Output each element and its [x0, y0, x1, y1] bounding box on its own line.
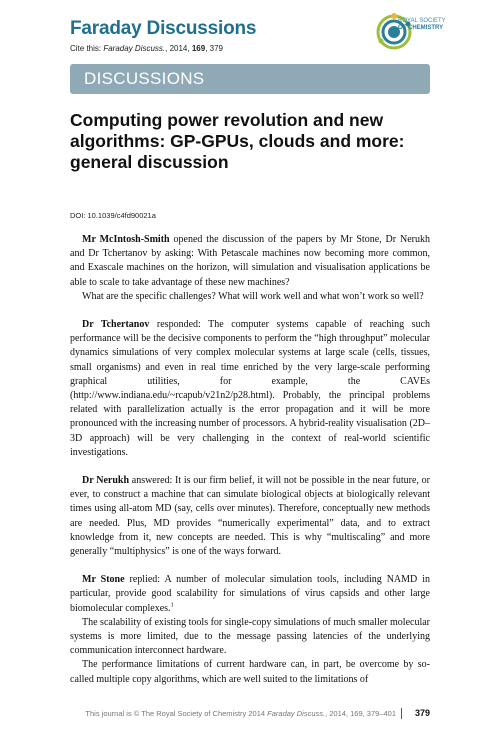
paragraph — [70, 233, 430, 290]
cite-pages: , 379 — [205, 44, 223, 53]
footer-divider — [401, 708, 402, 719]
paragraph-text: responded: The computer systems capable of reaching such performance will be the decisive components to perform the “high throughput” molecular dynamics simulations of very complex molecular systems at large scale (cells, tissues, small organisms) and even in real time enriched by the very large-scale performing graphical utilities, for example, the CAVEs (http://www.indiana.edu/~rcapub/v21n2/p28.html). Probably, the principal problems related with parallelization actually is the error propagation and it will be more pronounced with the increasing number of processors. A hybrid-reality visualisation (2D–3D approach) will be very challenging in the context of real-world scientific investigations. — [70, 319, 431, 458]
rsc-logo-icon — [372, 10, 442, 54]
page-footer — [70, 708, 430, 720]
rsc-logo-line-1: ROYAL SOCIETY — [398, 18, 446, 24]
speaker-name: Dr Nerukh — [82, 475, 130, 487]
citation-line — [70, 44, 223, 53]
section-banner-label: DISCUSSIONS — [84, 69, 205, 88]
paragraph-text: replied: A number of molecular simulation tools, including NAMD in particular, provide good scalability for simulations of virus capsids and other large biomolecular complexes. — [70, 574, 431, 614]
footer-citation: , 2014, 169, 379–401 — [325, 709, 396, 718]
speaker-name: Dr Tchertanov — [82, 319, 150, 331]
article-body — [70, 233, 430, 687]
paragraph-text: The performance limitations of current hardware can, in part, be overcome by so-called multiple copy algorithms, which are well suited to the limitations of — [70, 659, 430, 685]
paragraph-text: What are the specific challenges? What will work well and what won’t work so well? — [82, 290, 424, 302]
rsc-logo-line-2: OF CHEMISTRY — [398, 25, 444, 31]
rsc-logo-text — [398, 18, 458, 32]
article-doi: DOI: 10.1039/c4fd90021a — [70, 211, 156, 220]
section-banner — [70, 64, 430, 94]
cite-prefix: Cite this: — [70, 44, 104, 53]
article-title: Computing power revolution and new algorithms: GP-GPUs, clouds and more: general discussion — [70, 110, 405, 172]
cite-journal: Faraday Discuss. — [103, 44, 166, 53]
paragraph — [70, 290, 430, 304]
footer-copyright: This journal is © The Royal Society of Chemistry 2014 — [85, 709, 266, 718]
paragraph — [70, 573, 430, 616]
paragraph — [70, 474, 430, 559]
paragraph — [70, 658, 430, 686]
paragraph-text: The scalability of existing tools for single-copy simulations of much smaller molecular systems is more limited, due to the message passing latencies of the underlying communication interconnect hardware. — [70, 616, 430, 657]
speaker-name: Mr Stone — [82, 574, 125, 586]
page-number: 379 — [414, 708, 430, 718]
footnote-marker[interactable]: 1 — [170, 601, 174, 609]
paragraph — [70, 318, 430, 460]
cite-volume: 169 — [191, 44, 206, 53]
speaker-name: Mr McIntosh-Smith — [82, 234, 170, 245]
footer-text — [85, 709, 396, 718]
footer-journal: Faraday Discuss. — [267, 709, 326, 718]
paragraph-text: opened the discussion of the papers by Mr Stone, Dr Nerukh and Dr Tchertanov by asking: With Petascale machines now becoming more common, and Exascale machines on the horizon, will simulation and visualisation applications be able to scale to take advantage of these new machines? — [70, 234, 431, 288]
cite-year: , 2014, — [165, 44, 192, 53]
paragraph — [70, 616, 430, 659]
paragraph-text: answered: It is our firm belief, it will not be possible in the near future, or ever, to construct a machine that can simulate biological objects at biologically relevant times using all-atom MD (say, cells over minutes). Therefore, conceptually new methods are needed. Plus, MD provides “numerically experimental” data, and to extract knowledge from it, new concepts are needed. This is why “multiscaling” and more generally “multiphysics” is one of the ways forward. — [70, 475, 430, 558]
journal-name: Faraday Discussions — [70, 18, 257, 39]
